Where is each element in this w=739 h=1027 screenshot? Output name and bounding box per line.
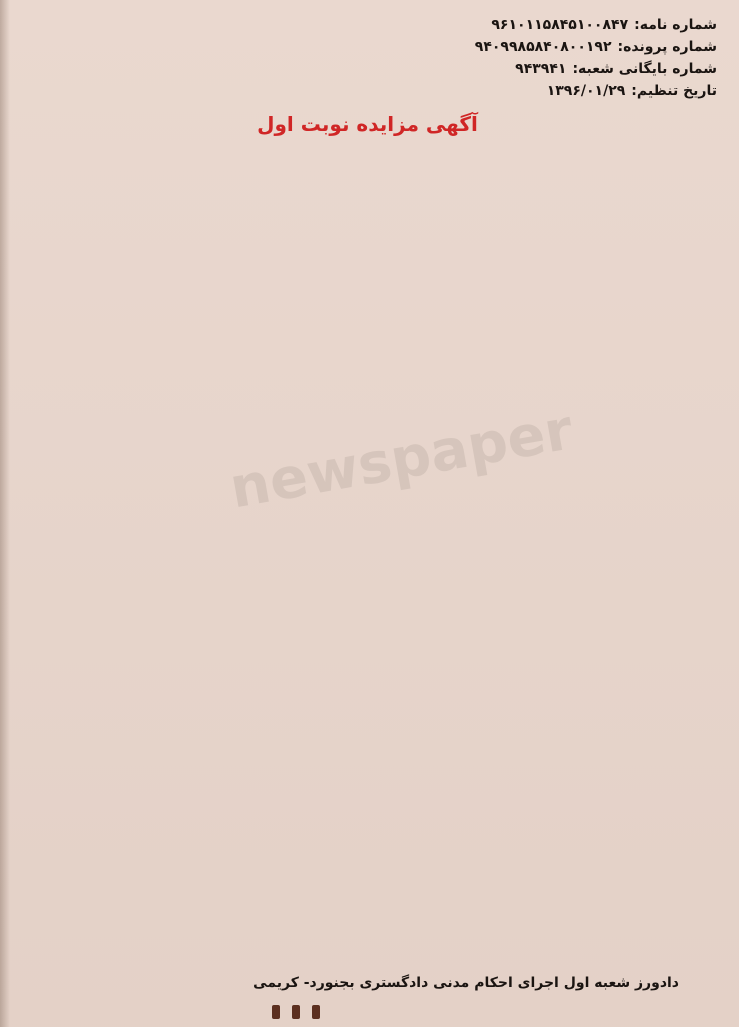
stamp-mark [272, 1005, 280, 1019]
signature-line: دادورز شعبه اول اجرای احکام مدنی دادگستری بجنورد- کریمی [253, 975, 679, 991]
meta-value: ۹۶۱۰۱۱۵۸۴۵۱۰۰۸۴۷ [491, 17, 629, 33]
meta-row-archive-number [357, 58, 717, 80]
stamp-mark [312, 1005, 320, 1019]
meta-label: شماره پرونده: [617, 39, 717, 55]
meta-value: ۱۳۹۶/۰۱/۲۹ [546, 83, 626, 99]
meta-label: شماره بایگانی شعبه: [572, 61, 717, 77]
meta-row-date [357, 80, 717, 102]
stamp-mark [292, 1005, 300, 1019]
meta-label: تاریخ تنظیم: [631, 83, 717, 99]
announcement-title: آگهی مزایده نوبت اول [257, 112, 478, 136]
bottom-stamp-marks [180, 999, 320, 1019]
meta-row-letter-number [357, 14, 717, 36]
announcement-body [18, 150, 717, 925]
meta-row-case-number [357, 36, 717, 58]
header-meta-block [357, 14, 717, 102]
page-edge-shadow [0, 0, 10, 1027]
meta-label: شماره نامه: [634, 17, 717, 33]
meta-value: ۹۴۳۹۴۱ [515, 61, 567, 77]
watermark: newspaper [224, 397, 578, 522]
meta-value: ۹۴۰۹۹۸۵۸۴۰۸۰۰۱۹۲ [474, 39, 612, 55]
